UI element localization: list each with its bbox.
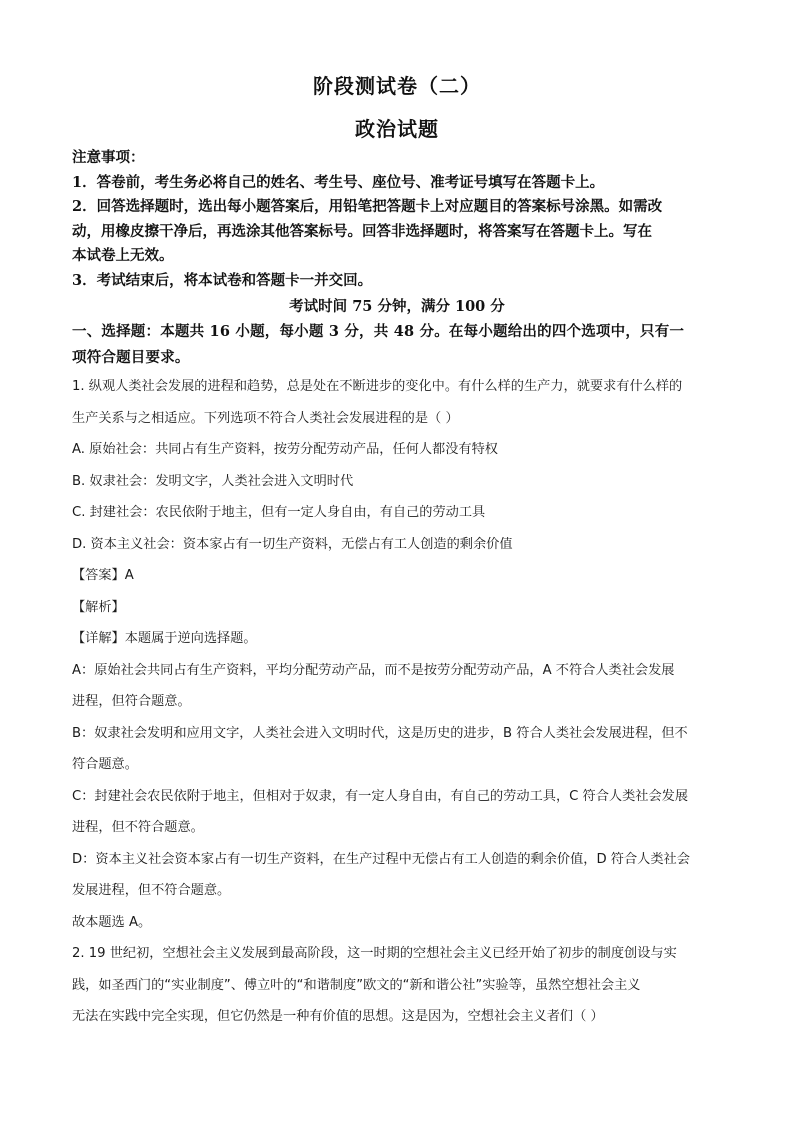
explanation-line: 发展进程，但不符合题意。 bbox=[72, 883, 231, 898]
notes-item: 动，用橡皮擦干净后，再选涂其他答案标号。回答非选择题时，将答案写在答题卡上。写在 bbox=[72, 222, 652, 240]
section-heading-line: 项符合题目要求。 bbox=[72, 349, 190, 366]
explanation-line: 符合题意。 bbox=[72, 757, 138, 772]
exam-time-info: 考试时间 75 分钟，满分 100 分 bbox=[289, 298, 505, 315]
explanation-line: B：奴隶社会发明和应用文字，人类社会进入文明时代，这是历史的进步，B 符合人类社会发展进程，但不 bbox=[72, 725, 688, 741]
question-stem-line: 1. 纵观人类社会发展的进程和趋势，总是处在不断进步的变化中。有什么样的生产力，就要求有什么样的 bbox=[72, 379, 683, 394]
notes-item: 1．答卷前，考生务必将自己的姓名、考生号、座位号、准考证号填写在答题卡上。 bbox=[72, 173, 605, 191]
notes-item: 2．回答选择题时，选出每小题答案后，用铅笔把答题卡上对应题目的答案标号涂黑。如需改 bbox=[72, 198, 663, 215]
explanation-line: 进程，但不符合题意。 bbox=[72, 820, 204, 835]
option-b: B. 奴隶社会：发明文字，人类社会进入文明时代 bbox=[72, 473, 354, 489]
option-c: C. 封建社会：农民依附于地主，但有一定人身自由，有自己的劳动工具 bbox=[72, 505, 486, 520]
option-a: A. 原始社会：共同占有生产资料，按劳分配劳动产品，任何人都没有特权 bbox=[72, 442, 498, 457]
notes-heading: 注意事项： bbox=[72, 149, 145, 166]
notes-item: 3．考试结束后，将本试卷和答题卡一并交回。 bbox=[72, 271, 373, 289]
conclusion-line: 故本题选 A。 bbox=[72, 914, 152, 930]
exam-notes bbox=[72, 146, 724, 293]
question-2-line: 无法在实践中完全实现，但它仍然是一种有价值的思想。这是因为，空想社会主义者们（ ） bbox=[72, 1009, 604, 1024]
document-subtitle: 政治试题 bbox=[355, 117, 439, 141]
question-1 bbox=[72, 371, 726, 1033]
section-heading-line: 一、选择题：本题共 16 小题，每小题 3 分，共 48 分。在每小题给出的四个选项中，只有一 bbox=[72, 323, 685, 340]
explanation-line: 进程，但符合题意。 bbox=[72, 694, 191, 709]
answer-line: 【答案】A bbox=[72, 568, 134, 583]
explanation-line: A：原始社会共同占有生产资料，平均分配劳动产品，而不是按劳分配劳动产品，A 不符合人类社会发展 bbox=[72, 662, 675, 678]
section-heading bbox=[72, 319, 724, 371]
explanation-line: D：资本主义社会资本家占有一切生产资料，在生产过程中无偿占有工人创造的剩余价值，D 符合人类社会 bbox=[72, 851, 690, 867]
question-2-line: 践，如圣西门的“实业制度”、傅立叶的“和谐制度”欧文的“新和谐公社”实验等，虽然空想社会主义 bbox=[72, 977, 641, 993]
explanation-line: C：封建社会农民依附于地主，但相对于奴隶，有一定人身自由，有自己的劳动工具，C 符合人类社会发展 bbox=[72, 788, 689, 804]
notes-item: 本试卷上无效。 bbox=[72, 247, 174, 264]
analysis-label: 【解析】 bbox=[72, 599, 125, 615]
option-d: D. 资本主义社会：资本家占有一切生产资料，无偿占有工人创造的剩余价值 bbox=[72, 536, 513, 552]
detail-line: 【详解】本题属于逆向选择题。 bbox=[72, 631, 257, 646]
document-title: 阶段测试卷（二） bbox=[313, 74, 481, 98]
question-2-line: 2. 19 世纪初，空想社会主义发展到最高阶段，这一时期的空想社会主义已经开始了初步的制度创设与实 bbox=[72, 946, 677, 961]
question-stem-line: 生产关系与之相适应。下列选项不符合人类社会发展进程的是（ ） bbox=[72, 410, 459, 426]
